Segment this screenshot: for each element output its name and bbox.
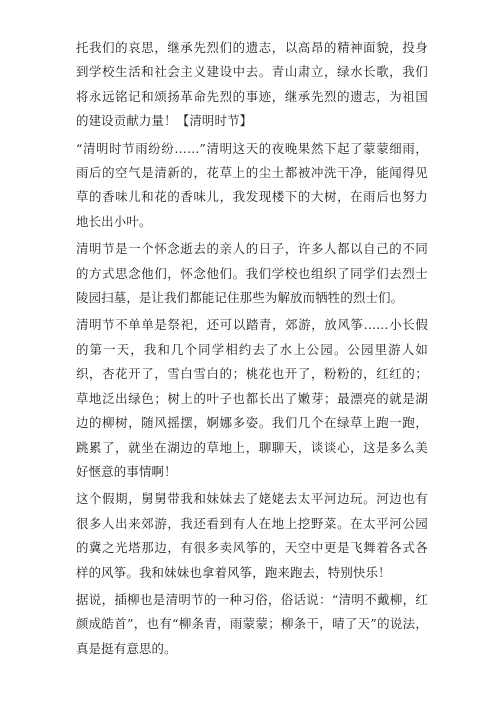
paragraph-1: 托我们的哀思，继承先烈们的遗志，以高昂的精神面貌，投身到学校生活和社会主义建设中去。青山肃立，绿水长歌，我们将永远铭记和颂扬革命先烈的事迹，继承先烈的遗志，为祖国的建设贡献力量！【清明时节】: [76, 40, 428, 129]
paragraph-5: 这个假期，舅舅带我和妹妹去了姥姥去太平河边玩。河边也有很多人出来郊游，我还看到有人在地上挖野菜。在太平河公园的冀之光塔那边，有很多卖风筝的，天空中更是飞舞着各式各样的风筝。我和妹妹也拿着风筝，跑来跑去，特别快乐！: [76, 491, 428, 580]
paragraph-6: 据说，插柳也是清明节的一种习俗，俗话说：“清明不戴柳，红颜成皓首”，也有“柳条青，雨蒙蒙；柳条干，晴了天”的说法，真是挺有意思的。: [76, 591, 428, 656]
document-body: [76, 36, 428, 661]
paragraph-3: 清明节是一个怀念逝去的亲人的日子，许多人都以自己的不同的方式思念他们，怀念他们。我们学校也组织了同学们去烈士陵园扫墓，是让我们都能记住那些为解放而牺牲的烈士们。: [76, 241, 428, 306]
paragraph-4: 清明节不单单是祭祀，还可以踏青，郊游，放风筝……小长假的第一天，我和几个同学相约去了水上公园。公园里游人如织，杏花开了，雪白雪白的；桃花也开了，粉粉的，红红的；草地泛出绿色；树上的叶子也都长出了嫩芽；最漂亮的就是湖边的柳树，随风摇摆，婀娜多姿。我们几个在绿草上跑一跑，跳累了，就坐在湖边的草地上，聊聊天，谈谈心，这是多么美好惬意的事情啊！: [76, 317, 428, 479]
paragraph-2: “清明时节雨纷纷……”清明这天的夜晚果然下起了蒙蒙细雨，雨后的空气是清新的，花草上的尘土都被冲洗干净，能闻得见草的香味儿和花的香味儿，我发现楼下的大树，在雨后也努力地长出小叶。: [76, 140, 428, 229]
